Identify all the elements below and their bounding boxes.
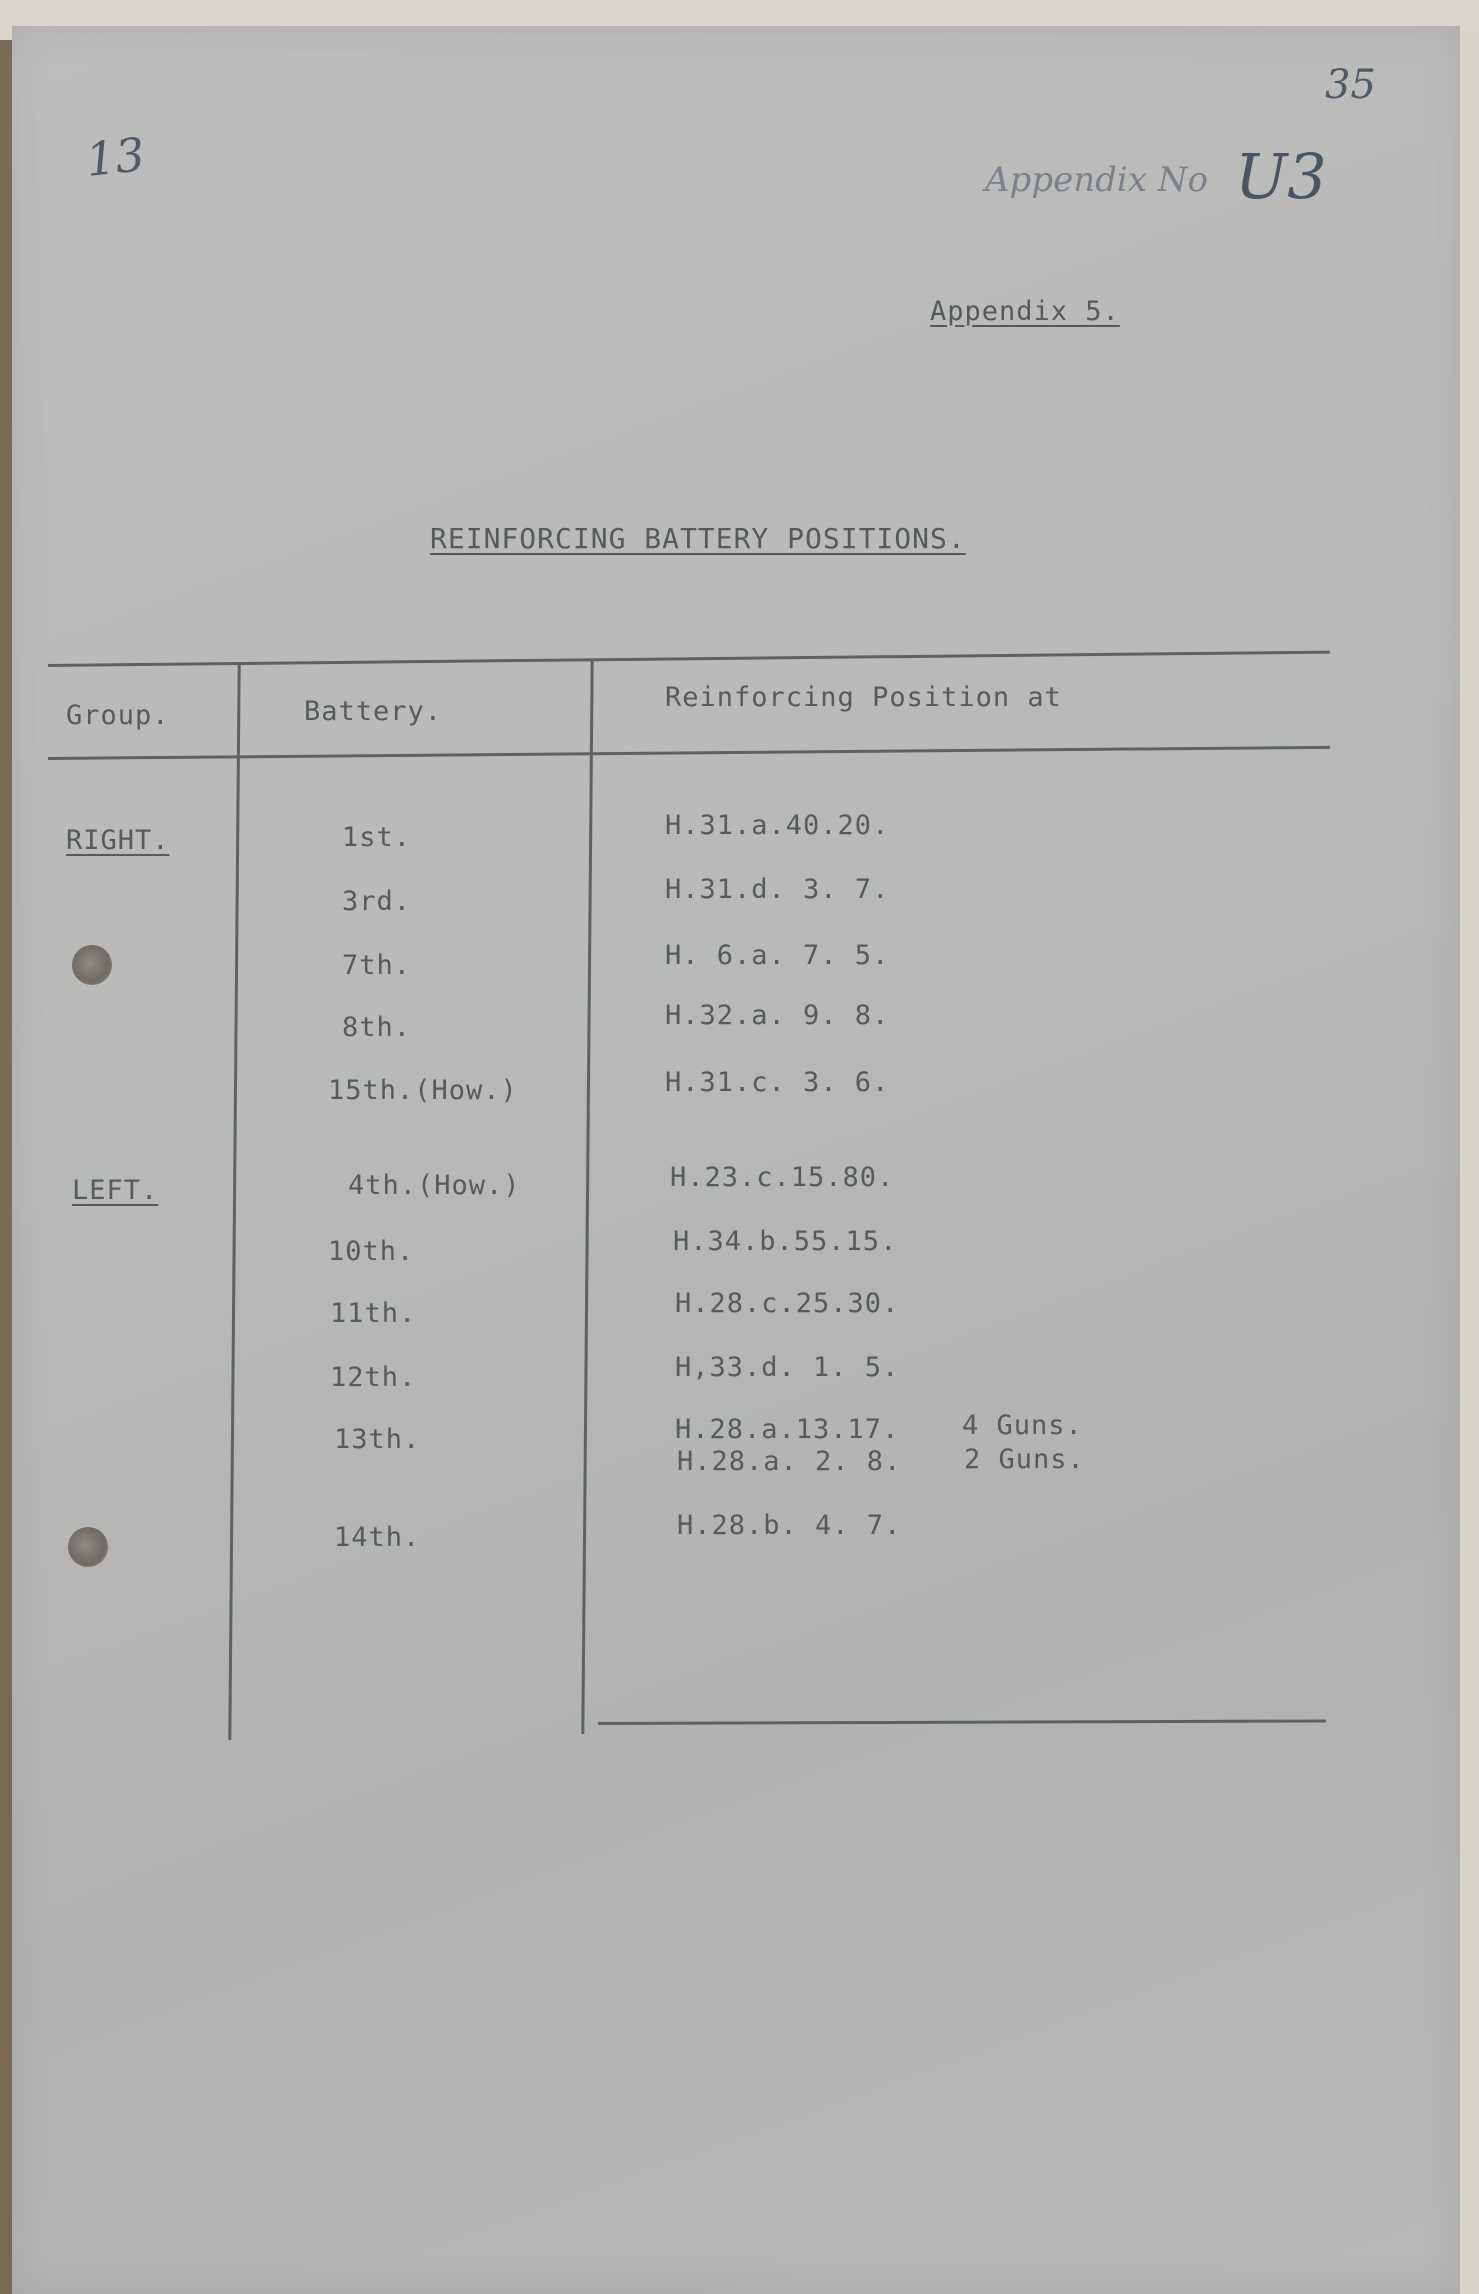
battery-cell: 11th. (330, 1298, 417, 1329)
document-title: REINFORCING BATTERY POSITIONS. (430, 522, 966, 555)
position-cell: H.28.a.13.17. (675, 1414, 900, 1445)
guns-note: 2 Guns. (964, 1444, 1085, 1475)
position-cell: H.23.c.15.80. (670, 1162, 895, 1193)
battery-cell: 12th. (330, 1362, 417, 1393)
position-cell: H.28.b. 4. 7. (677, 1510, 902, 1541)
battery-cell: 4th.(How.) (348, 1170, 521, 1201)
folio-number-right: 35 (1325, 62, 1376, 108)
appendix-number: U3 (1235, 140, 1327, 213)
folio-number-left: 13 (83, 127, 148, 187)
group-label-right: RIGHT. (66, 825, 170, 856)
position-cell: H.31.d. 3. 7. (665, 874, 890, 905)
punch-hole-top (72, 945, 112, 985)
punch-hole-bottom (68, 1527, 108, 1567)
position-cell: H.34.b.55.15. (673, 1226, 898, 1257)
document-page (12, 26, 1460, 2294)
header-position: Reinforcing Position at (665, 682, 1062, 713)
position-cell: H.32.a. 9. 8. (665, 1000, 890, 1031)
battery-cell: 7th. (342, 950, 412, 981)
group-label-left: LEFT. (72, 1175, 159, 1206)
battery-cell: 8th. (342, 1012, 412, 1043)
position-cell: H.31.a.40.20. (665, 810, 890, 841)
position-cell: H,33.d. 1. 5. (675, 1352, 900, 1383)
battery-cell: 14th. (334, 1522, 421, 1553)
guns-note: 4 Guns. (962, 1410, 1083, 1441)
header-group: Group. (66, 700, 170, 731)
position-cell: H.28.a. 2. 8. (677, 1446, 902, 1477)
position-cell: H.31.c. 3. 6. (665, 1067, 890, 1098)
appendix-stamp: Appendix No (985, 160, 1208, 200)
position-cell: H.28.c.25.30. (675, 1288, 900, 1319)
battery-cell: 3rd. (342, 886, 412, 917)
header-battery: Battery. (304, 696, 443, 727)
appendix-reference: Appendix 5. (930, 296, 1120, 327)
battery-cell: 13th. (334, 1424, 421, 1455)
battery-cell: 10th. (328, 1236, 415, 1267)
battery-cell: 15th.(How.) (328, 1075, 518, 1106)
position-cell: H. 6.a. 7. 5. (665, 940, 890, 971)
battery-cell: 1st. (342, 822, 412, 853)
